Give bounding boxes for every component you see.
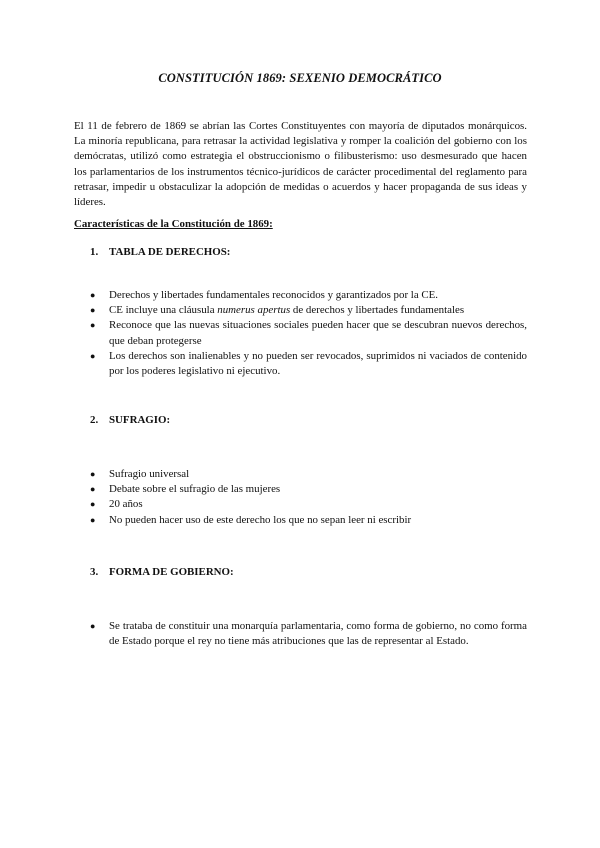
list-item-text: Se trataba de constituir una monarquía parlamentaria, como forma de gobierno, no como forma de Estado porque el rey no tiene más atribuciones que las de representar al Estado. [109,620,527,648]
section-number: 1. [90,246,99,258]
bullet-icon: ● [90,499,96,510]
bullet-icon: ● [90,484,96,495]
bullet-icon: ● [90,320,96,331]
derechos-list [90,288,527,379]
bullet-icon: ● [90,350,96,361]
list-item-text: Los derechos son inalienables y no pueden ser revocados, suprimidos ni vaciados de contenido por los poderes legislativo ni ejecutivo. [109,349,527,378]
list-item-text: 20 años [109,498,143,511]
list-item [90,303,527,318]
section-title: TABLA DE DERECHOS: [109,246,231,258]
list-item-italic-term: numerus apertus [217,304,291,317]
sufragio-list [90,467,527,528]
list-item [90,619,527,649]
list-item [90,318,527,348]
list-item-text: Debate sobre el sufragio de las mujeres [109,483,281,496]
section-number: 2. [90,414,99,426]
list-item-text: Reconoce que las nuevas situaciones sociales pueden hacer que se descubran nuevos derechos, que deban protegerse [109,319,527,347]
section-title: FORMA DE GOBIERNO: [109,566,234,578]
section-heading-derechos [90,246,230,258]
section-title: SUFRAGIO: [109,414,171,426]
characteristics-subtitle: Características de la Constitución de 1869: [74,218,273,230]
forma-gobierno-list [90,619,527,649]
bullet-icon: ● [90,290,96,300]
list-item-text-after: de derechos y libertades fundamentales [290,304,465,317]
list-item-text: Derechos y libertades fundamentales reconocidos y garantizados por la CE. [109,289,439,301]
bullet-icon: ● [90,514,96,525]
list-item [90,513,527,528]
intro-paragraph: El 11 de febrero de 1869 se abrían las Cortes Constituyentes con mayoría de diputados monárquicos. La minoría republicana, para retrasar la actividad legislativa y romper la coalición del gobierno con los demócratas, utilizó como estrategia el obstruccionismo o filibusterismo: uso desmesurado que hacen los parlamentarios de los instrumentos técnico-jurídicos de carácter procedimental del reglamento para retrasar, impedir u obstaculizar la adopción de medidas o acuerdos y hacer propaganda de sus ideas y líderes. [74,120,527,209]
list-item [90,349,527,379]
list-item [90,467,527,482]
section-heading-forma-gobierno [90,566,234,578]
bullet-icon: ● [90,469,96,479]
document-title: CONSTITUCIÓN 1869: SEXENIO DEMOCRÁTICO [158,71,442,85]
bullet-icon: ● [90,621,96,631]
list-item [90,288,527,303]
list-item [90,482,527,497]
list-item-text: Sufragio universal [109,468,190,480]
section-heading-sufragio [90,414,170,426]
list-item-text: No pueden hacer uso de este derecho los que no sepan leer ni escribir [109,513,412,526]
list-item [90,497,527,512]
list-item-text-before: CE incluye una cláusula [109,304,218,317]
bullet-icon: ● [90,305,96,316]
section-number: 3. [90,566,99,578]
